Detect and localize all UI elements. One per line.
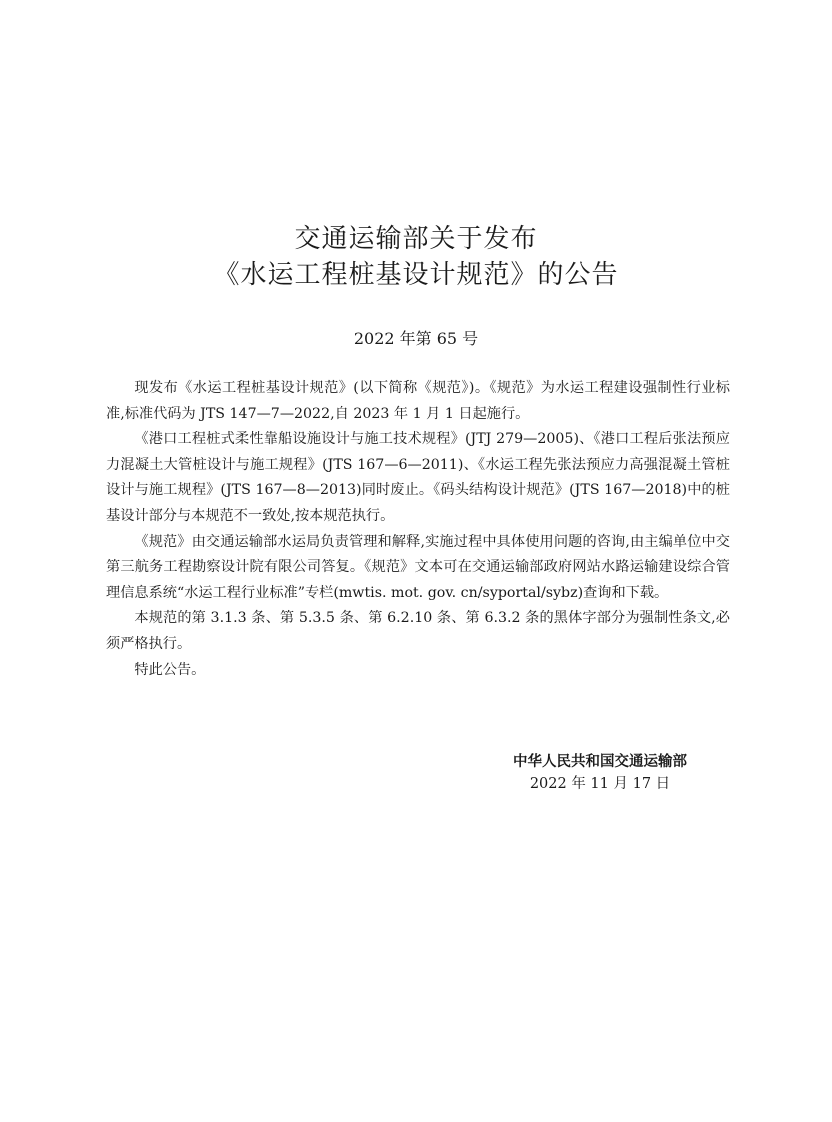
paragraph-abolished-standards: 《港口工程桩式柔性靠船设施设计与施工技术规程》(JTJ 279—2005)、《港口工程后张法预应力混凝土大管桩设计与施工规程》(JTS 167—6—2011)、《水运工程先张法预应力高强混凝土管桩设计与施工规程》(JTS 167—8—2013)同时废止。《码头结构设计规范》(JTS 167—2018)中的桩基设计部分与本规范不一致处,按本规范执行。 [106,431,730,524]
signature-date: 2022 年 11 月 17 日 [529,776,671,792]
paragraph-closing: 特此公告。 [134,661,206,678]
paragraph-management: 《规范》由交通运输部水运局负责管理和解释,实施过程中具体使用问题的咨询,由主编单位中交第三航务工程勘察设计院有限公司答复。《规范》文本可在交通运输部政府网站水路运输建设综合管理信息系统“水运工程行业标准”专栏(mwtis. mot. gov. cn/syportal/sybz)查询和下载。 [106,533,730,601]
announcement-title-line-2: 《水运工程桩基设计规范》的公告 [213,260,619,290]
announcement-body [106,376,730,683]
signature-organization: 中华人民共和国交通运输部 [513,754,687,770]
paragraph-publication: 现发布《水运工程桩基设计规范》(以下简称《规范》)。《规范》为水运工程建设强制性行业标准,标准代码为 JTS 147—7—2022,自 2023 年 1 月 1 日起施行。 [106,380,730,422]
announcement-title-line-1: 交通运输部关于发布 [294,224,538,254]
paragraph-mandatory-clauses: 本规范的第 3.1.3 条、第 5.3.5 条、第 6.2.10 条、第 6.3.2 条的黑体字部分为强制性条文,必须严格执行。 [106,610,730,652]
document-number: 2022 年第 65 号 [353,329,479,348]
